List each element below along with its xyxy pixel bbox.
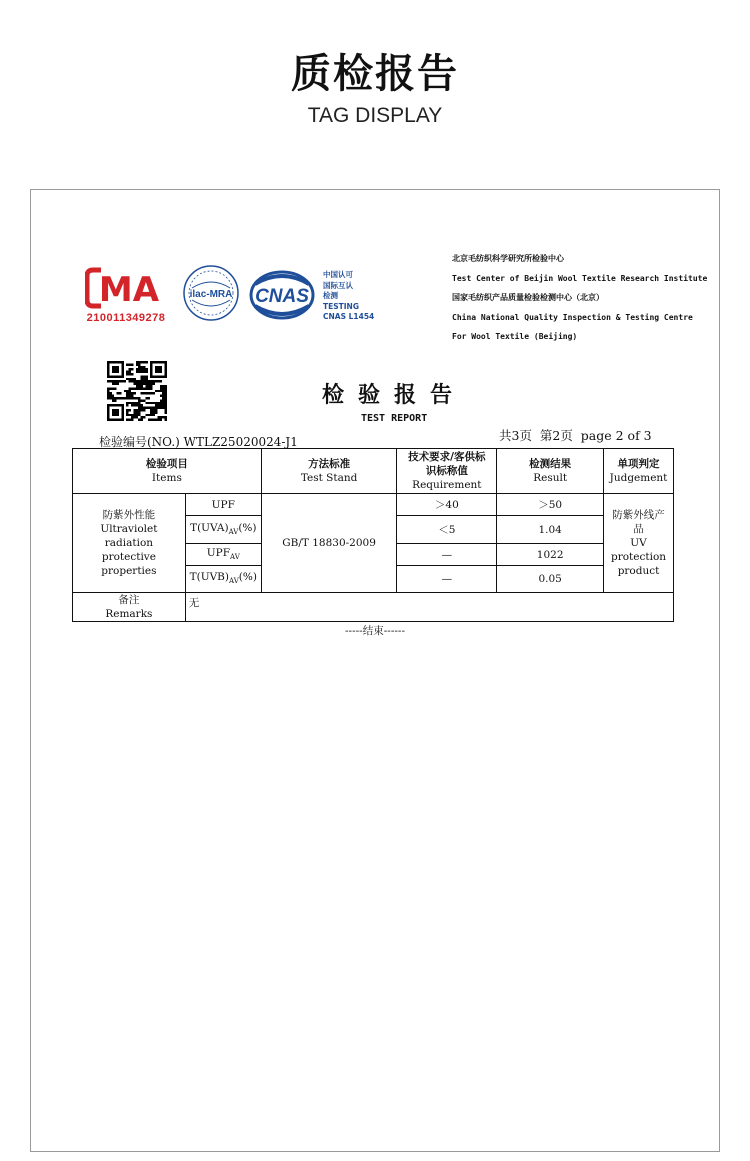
institution-line: China National Quality Inspection & Testing Centre: [452, 312, 693, 322]
param-cell: $UPF_{AV}$: [185, 544, 261, 566]
cnas-line: CNAS L1454: [323, 312, 375, 321]
institution-line: 国家毛纺织产品质量检验检测中心（北京）: [452, 293, 604, 302]
end-mark: -----结束------: [344, 625, 406, 637]
header-result: 检测结果 Result: [497, 449, 604, 494]
cnas-logo: [249, 270, 315, 320]
result-cell: 0.05: [497, 566, 604, 593]
qr-code-icon: [107, 361, 167, 421]
cma-number: 210011349278: [86, 312, 166, 324]
institution-line: 北京毛纺织科学研究所检验中心: [452, 254, 564, 263]
result-cell: 1.04: [497, 516, 604, 544]
method-cell: GB/T 18830-2009: [261, 494, 397, 593]
table-header-row: [73, 449, 674, 494]
page-info: 共3页 第2页 page 2 of 3: [499, 428, 652, 443]
institution-line: Test Center of Beijin Wool Textile Research Institute: [452, 273, 708, 283]
requirement-cell: —: [397, 544, 497, 566]
requirement-cell: ＞40: [397, 494, 497, 516]
test-result-table: [72, 448, 674, 622]
table-row: [73, 494, 674, 516]
header-judgement: 单项判定 Judgement: [604, 449, 674, 494]
ilac-mra-logo: [182, 264, 240, 322]
cnas-line: 国际互认: [323, 280, 353, 290]
page-subtitle: TAG DISPLAY: [307, 104, 443, 127]
requirement-cell: —: [397, 566, 497, 593]
cnas-line: TESTING: [323, 301, 359, 311]
result-cell: ＞50: [497, 494, 604, 516]
header-requirement: 技术要求/客供标 识标称值 Requirement: [397, 449, 497, 494]
header-items: 检验项目 Items: [73, 449, 262, 494]
judgement-cell: 防紫外线产 品 UV protection product: [604, 494, 674, 593]
item-cell: 防紫外性能 Ultraviolet radiation protective properties: [73, 494, 186, 593]
cnas-line: 检测: [323, 291, 338, 300]
header-method: 方法标准 Test Stand: [261, 449, 397, 494]
report-subtitle: TEST REPORT: [361, 413, 428, 424]
remarks-label: 备注 Remarks: [73, 593, 186, 622]
param-cell: $T(UVB)_{AV}(\%)$: [185, 566, 261, 593]
cma-mark: MA: [98, 270, 160, 310]
report-number-label: 检验编号(NO.): [99, 435, 180, 449]
report-title: 检验报告: [322, 382, 467, 408]
institution-block: [452, 249, 707, 347]
cnas-text: [323, 270, 374, 323]
report-number-value: WTLZ25020024-J1: [183, 435, 298, 449]
cma-logo: [85, 266, 167, 324]
requirement-cell: ＜5: [397, 516, 497, 544]
remarks-value: 无: [185, 593, 673, 622]
cnas-mark: CNAS: [255, 286, 309, 307]
param-cell: UPF: [185, 494, 261, 516]
remarks-row: [73, 593, 674, 622]
cnas-line: 中国认可: [323, 270, 353, 279]
param-cell: $T(UVA)_{AV}(\%)$: [185, 516, 261, 544]
page-title: 质检报告: [291, 51, 459, 97]
ilac-text: ilac-MRA: [189, 289, 233, 300]
result-cell: 1022: [497, 544, 604, 566]
institution-line: For Wool Textile (Beijing): [452, 332, 578, 341]
